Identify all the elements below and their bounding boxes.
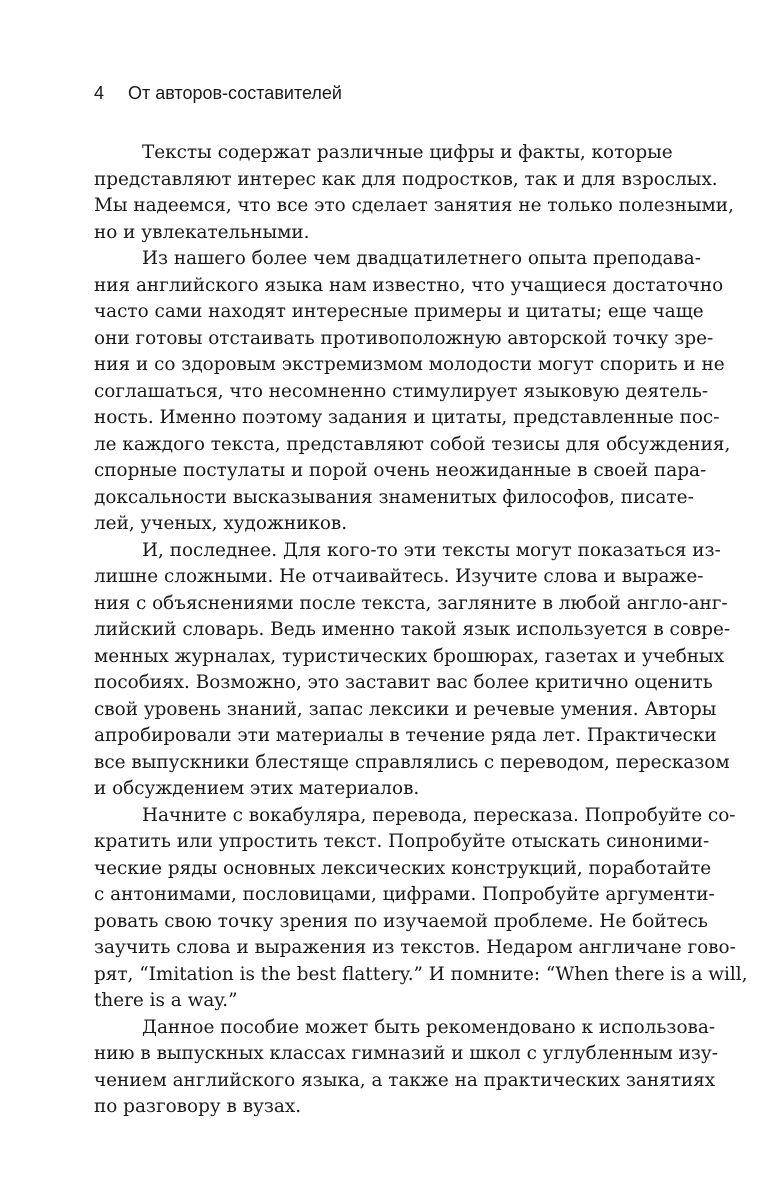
text-line: Мы надеемся, что все это сделает занятия не только полезными,	[94, 195, 734, 216]
text-line: Тексты содержат различные цифры и факты, которые	[142, 142, 673, 163]
text-line: ния английского языка нам известно, что учащиеся достаточно	[94, 274, 724, 296]
text-line: и обсуждением этих материалов.	[94, 778, 420, 799]
paragraph-2	[94, 246, 731, 538]
running-head	[94, 82, 342, 104]
text-line: пособиях. Возможно, это заставит вас более критично оценить	[94, 672, 713, 693]
text-line: Данное пособие может быть рекомендовано к использова-	[142, 1016, 716, 1038]
text-line: все выпускники блестяще справлялись с переводом, пересказом	[94, 751, 730, 773]
body-text	[94, 140, 748, 1121]
text-line: свой уровень знаний, запас лексики и речевые умения. Авторы	[94, 698, 717, 720]
text-line: Начните с вокабуляра, перевода, пересказа. Попробуйте со-	[142, 804, 736, 826]
text-line: но и увлекательными.	[94, 221, 310, 243]
text-line: ческие ряды основных лексических конструкций, поработайте	[94, 857, 712, 879]
text-line: апробировали эти материалы в течение ряда лет. Практически	[94, 725, 717, 746]
text-line: спорные постулаты и порой очень неожиданные в своей пара-	[94, 460, 707, 481]
text-line: они готовы отстаивать противоположную авторской точку зре-	[94, 327, 714, 349]
text-line: лийский словарь. Ведь именно такой язык используется в совре-	[94, 619, 731, 640]
text-line: ность. Именно поэтому задания и цитаты, представленные пос-	[94, 407, 720, 428]
text-line: часто сами находят интересные примеры и цитаты; еще чаще	[94, 301, 704, 322]
paragraph-4	[94, 803, 748, 1015]
text-line: нию в выпускных классах гимназий и школ с углубленным изу-	[94, 1043, 718, 1064]
text-line: Из нашего более чем двадцатилетнего опыта преподава-	[142, 248, 701, 269]
page-number: 4	[94, 83, 105, 103]
text-line: по разговору в вузах.	[94, 1096, 302, 1117]
text-line: с антонимами, пословицами, цифрами. Попробуйте аргументи-	[94, 884, 715, 905]
text-line: кратить или упростить текст. Попробуйте отыскать синоними-	[94, 831, 710, 852]
text-line: чением английского языка, а также на практических занятиях	[94, 1069, 716, 1091]
text-line: заучить слова и выражения из текстов. Недаром англичане гово-	[94, 937, 736, 958]
paragraph-5	[94, 1015, 718, 1121]
text-line: И, последнее. Для кого-то эти тексты могут показаться из-	[142, 539, 721, 561]
text-line: лей, ученых, художников.	[94, 513, 348, 534]
text-line: there is a way.”	[94, 990, 238, 1011]
text-line: ровать свою точку зрения по изучаемой проблеме. Не бойтесь	[94, 910, 708, 932]
section-title: От авторов-составителей	[128, 83, 342, 103]
text-line: ле каждого текста, представляют собой тезисы для обсуждения,	[94, 433, 731, 455]
text-line: соглашаться, что несомненно стимулирует языковую деятель-	[94, 380, 709, 402]
paragraph-3	[94, 538, 731, 803]
text-line: менных журналах, туристических брошюрах, газетах и учебных	[94, 645, 725, 667]
text-line: лишне сложными. Не отчаивайтесь. Изучите слова и выраже-	[94, 566, 704, 587]
text-line: доксальности высказывания знаменитых философов, писате-	[94, 486, 694, 508]
text-line: представляют интерес как для подростков, так и для взрослых.	[94, 168, 718, 190]
text-line: ния с объяснениями после текста, загляните в любой англо-анг-	[94, 592, 728, 614]
paragraph-1	[94, 140, 734, 246]
text-line: ния и со здоровым экстремизмом молодости могут спорить и не	[94, 354, 725, 375]
text-line: рят, “Imitation is the best flattery.” И помните: “When there is a will,	[94, 963, 748, 985]
